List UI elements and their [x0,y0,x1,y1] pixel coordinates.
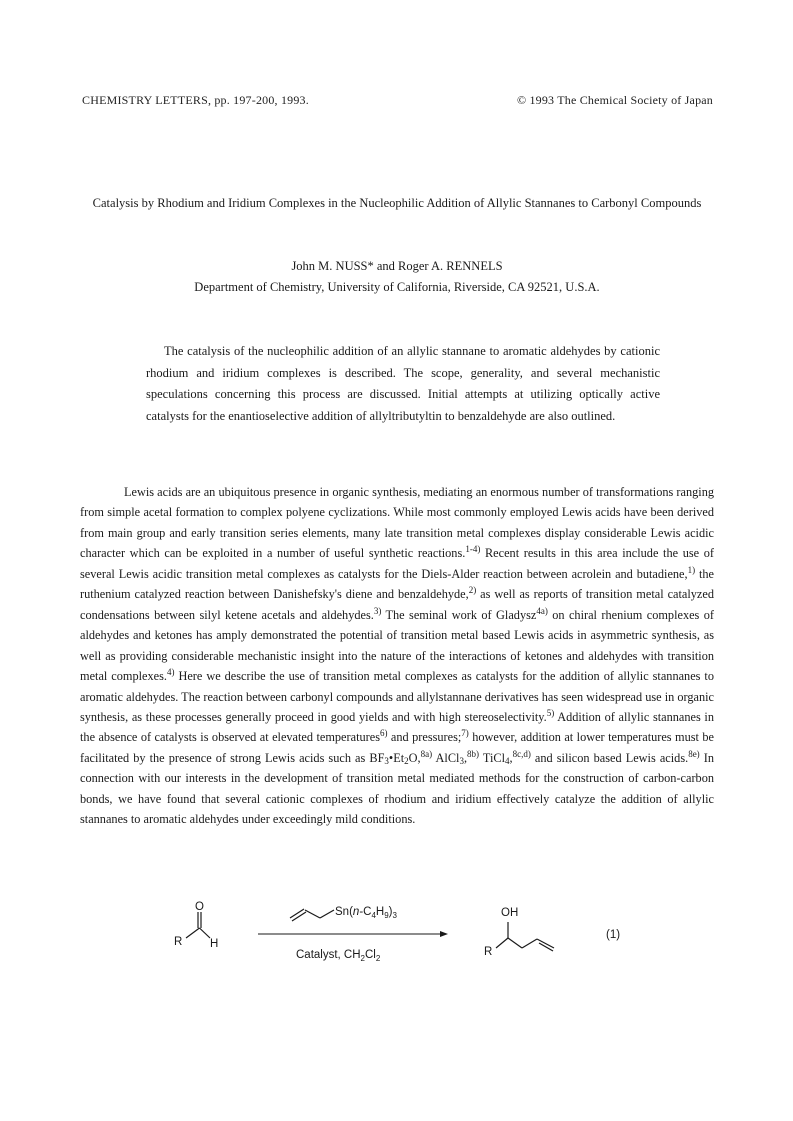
journal-citation: CHEMISTRY LETTERS, pp. 197-200, 1993. [82,93,309,107]
aldehyde-oxygen-label: O [195,901,204,913]
equation-number: (1) [606,929,621,941]
reference-marker: 8b) [467,748,480,759]
reference-marker: 8a) [420,748,433,759]
paper-title: Catalysis by Rhodium and Iridium Complexes in the Nucleophilic Addition of Allylic Stannanes to Carbonyl Compounds [92,196,702,210]
reaction-scheme [160,898,640,968]
catalyst-label: Catalyst, $CH_2Cl_2$ [296,949,381,963]
product-oh-label: OH [501,907,519,919]
reference-marker: 8c,d) [512,748,531,759]
intro-paragraph: Lewis acids are an ubiquitous presence in organic synthesis, mediating an enormous number of transformations ranging from simple acetal formation to complex polyene cyclizations. While most commonly employed Lewis acids have been derived from main group and early transition series elements, many late transition metal complexes display considerable Lewis acidic character which can be exploited in a number of useful synthetic reactions.$^{1-4)}$ Recent results in this area include the use of several Lewis acidic transition metal complexes as catalysts for the Diels-Alder reaction between acrolein and butadiene,$^{1)}$ the ruthenium catalyzed reaction between Danishefsky's diene and benzaldehyde,$^{2)}$ as well as reports of transition metal catalyzed condensations between silyl ketene acetals and aldehydes.$^{3)}$ The seminal work of Gladysz$^{4a)}$ on chiral rhenium complexes of aldehydes and ketones has amply demonstrated the potential of transition metal based Lewis acids in asymmetric synthesis, as well as providing considerable mechanistic insight into the nature of the interactions of ketones and aldehydes with transition metal complexes.$^{4)}$ Here we describe the use of transition metal complexes as catalysts for the addition of allylic stannanes to aromatic aldehydes. The reaction between carbonyl compounds and allylstannane derivatives has seen widespread use in organic synthesis, as these processes generally proceed in good yields and with high stereoselectivity.$^{5)}$ Addition of allylic stannanes in the absence of catalysts is observed at elevated temperatures$^{6)}$ and pressures;$^{7)}$ however, addition at lower temperatures must be facilitated by the presence of strong Lewis acids such as $BF_3•Et_2O,^{8a)}$ AlCl$_3$,$^{8b)}$ TiCl$_4$,$^{8c,d)}$ and silicon based Lewis acids.$^{8e)}$ In connection with our interests in the development of transition metal mediated methods for the construction of carbon-carbon bonds, we have found that several cationic complexes of rhodium and iridium effectively catalyze the addition of allylic stannanes to aromatic aldehydes under exceedingly mild conditions. [80,485,715,827]
body-text [80,482,714,830]
reaction-arrow [258,931,448,937]
reference-marker: 5) [546,707,555,718]
copyright-notice: © 1993 The Chemical Society of Japan [516,93,713,107]
aldehyde-structure [186,912,210,938]
reference-marker: 1-4) [465,544,481,555]
reagent-label: $Sn(n-C_4H_9)_3$ [335,906,397,920]
abstract: The catalysis of the nucleophilic addition of an allylic stannane to aromatic aldehydes by cationic rhodium and iridium complexes is described. The scope, generality, and several mechanistic speculations concerning this process are discussed. Initial attempts at utilizing optically active catalysts for the enantioselective addition of allyltributyltin to benzaldehyde are also outlined. [146,344,660,423]
reference-marker: 1) [687,564,696,575]
reference-marker: 8e) [688,748,700,759]
affiliation: Department of Chemistry, University of California, Riverside, CA 92521, U.S.A. [194,280,600,294]
aldehyde-r-label: R [174,936,183,948]
reference-marker: 3) [373,605,382,616]
author-list: John M. NUSS* and Roger A. RENNELS [291,259,503,273]
aldehyde-h-label: H [210,938,219,950]
reference-marker: 4) [166,667,175,678]
reference-marker: 4a) [536,605,548,616]
reference-marker: 6) [379,728,388,739]
product-r-label: R [484,946,493,958]
reference-marker: 2) [468,585,477,596]
reference-marker: 7) [461,728,469,739]
allylstannane-structure [290,909,334,921]
product-structure [496,922,554,951]
